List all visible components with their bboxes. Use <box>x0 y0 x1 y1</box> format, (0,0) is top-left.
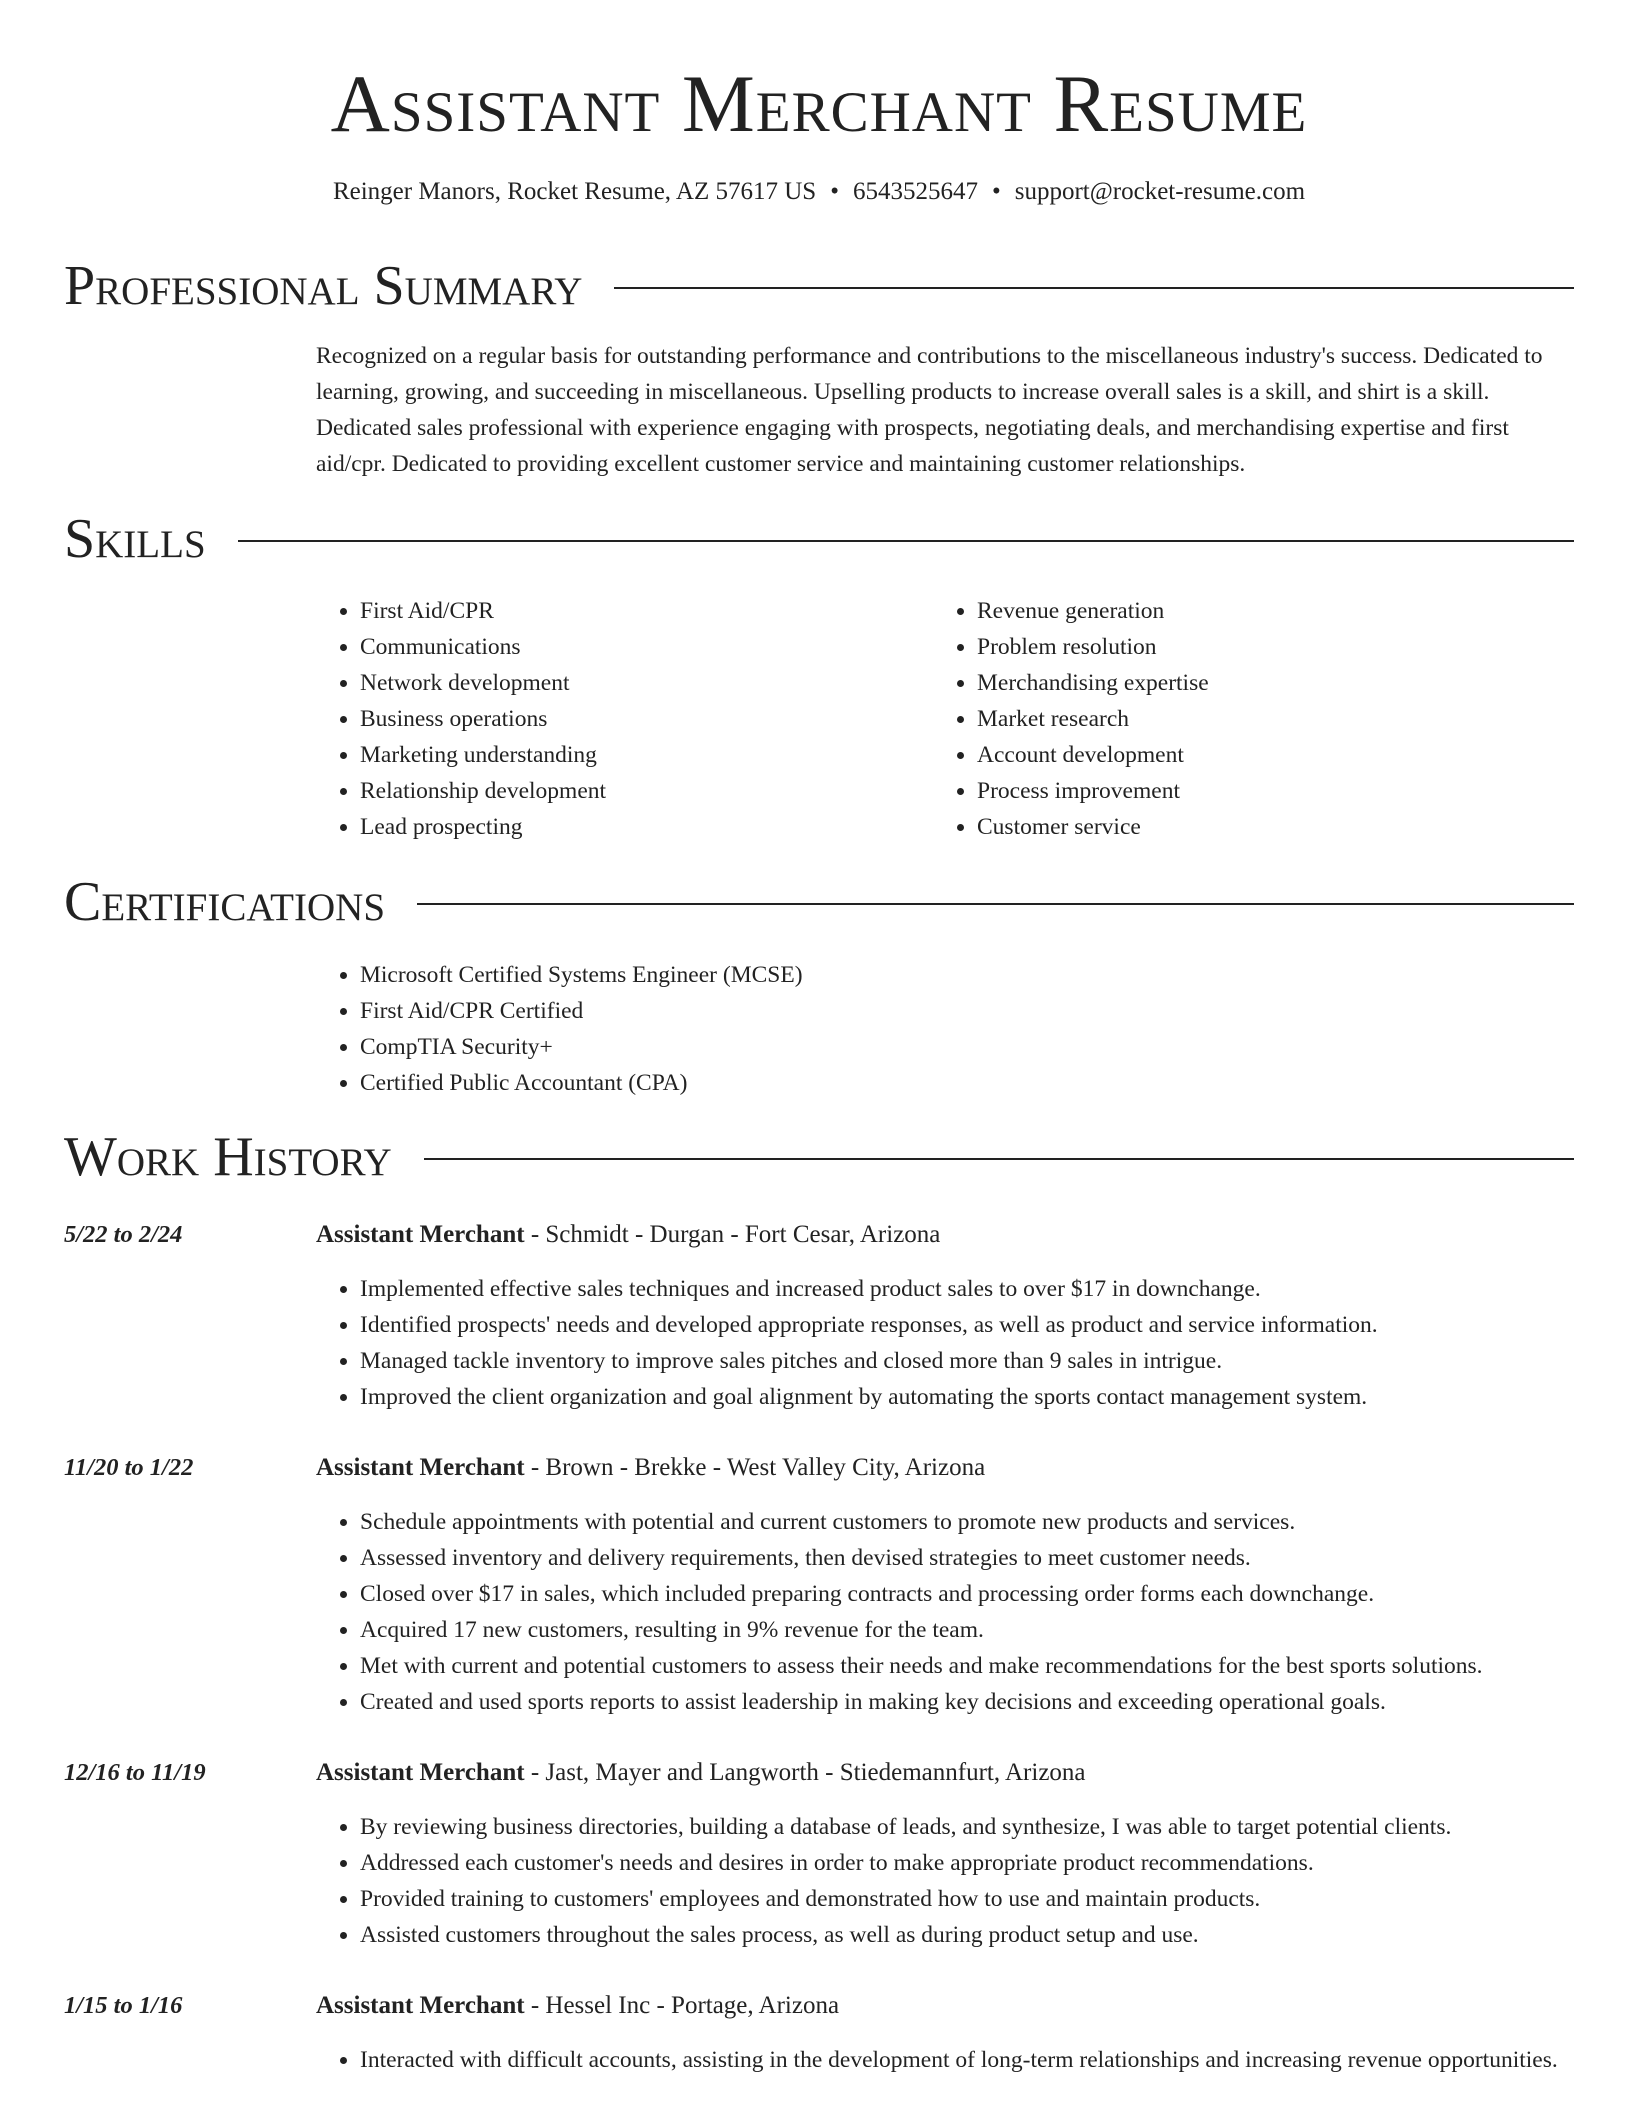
skill-item: • Marketing understanding <box>360 737 933 773</box>
job-duties <box>316 2042 1574 2078</box>
contact-info <box>64 174 1574 210</box>
skill-item: • Problem resolution <box>977 629 1550 665</box>
certifications-list <box>316 957 1574 1101</box>
duty-item: • Schedule appointments with potential and current customers to promote new products and services. <box>360 1504 1574 1540</box>
duty-item: • Managed tackle inventory to improve sales pitches and closed more than 9 sales in intrigue. <box>360 1343 1574 1379</box>
job-heading <box>316 1450 985 1486</box>
skill-item: • Merchandising expertise <box>977 665 1550 701</box>
skill-item: • Business operations <box>360 701 933 737</box>
certification-item: • CompTIA Security+ <box>360 1029 1574 1065</box>
job-dates: 1/15 to 1/16 <box>64 1992 183 2019</box>
section-heading: Skills <box>64 508 206 570</box>
section-divider <box>238 540 1574 542</box>
job-employer-location: - Schmidt - Durgan - Fort Cesar, Arizona <box>524 1221 941 1248</box>
job-duties <box>316 1504 1574 1720</box>
job-role: Assistant Merchant <box>316 1992 525 2019</box>
duty-item: • By reviewing business directories, building a database of leads, and synthesize, I was able to target potential clients. <box>360 1809 1574 1845</box>
skill-item: • Network development <box>360 665 933 701</box>
job-dates: 12/16 to 11/19 <box>64 1759 206 1786</box>
summary-text: Recognized on a regular basis for outstanding performance and contributions to the miscellaneous industry's success. Dedicated to learning, growing, and succeeding in miscellaneous. Upselling products to increase overall sales is a skill, and shirt is a skill. Dedicated sales professional with experience engaging with prospects, negotiating deals, and merchandising expertise and first aid/cpr. Dedicated to providing excellent customer service and maintaining customer relationships. <box>316 343 1543 477</box>
job-employer-location: - Brown - Brekke - West Valley City, Arizona <box>524 1454 986 1481</box>
job-role: Assistant Merchant <box>316 1454 525 1481</box>
skill-item: • First Aid/CPR <box>360 593 933 629</box>
job-duties <box>316 1271 1574 1415</box>
job-role: Assistant Merchant <box>316 1759 525 1786</box>
job-employer-location: - Hessel Inc - Portage, Arizona <box>524 1992 840 2019</box>
duty-item: • Identified prospects' needs and developed appropriate responses, as well as product and service information. <box>360 1307 1574 1343</box>
job-dates: 5/22 to 2/24 <box>64 1221 183 1248</box>
duty-item: • Assessed inventory and delivery requirements, then devised strategies to meet customer needs. <box>360 1540 1574 1576</box>
section-divider <box>424 1158 1574 1160</box>
job-duties <box>316 1809 1574 1953</box>
skill-item: • Communications <box>360 629 933 665</box>
section-skills <box>64 507 1574 571</box>
section-work-history <box>64 1125 1574 1189</box>
skill-item: • Customer service <box>977 809 1550 845</box>
certification-item: • First Aid/CPR Certified <box>360 993 1574 1029</box>
job-heading <box>316 1217 940 1253</box>
section-heading: Work History <box>64 1126 392 1188</box>
duty-item: • Improved the client organization and goal alignment by automating the sports contact management system. <box>360 1379 1574 1415</box>
duty-item: • Met with current and potential customers to assess their needs and make recommendations for the best sports solutions. <box>360 1648 1574 1684</box>
job-employer-location: - Jast, Mayer and Langworth - Stiedemannfurt, Arizona <box>524 1759 1086 1786</box>
resume-title: Assistant Merchant Resume <box>330 58 1308 149</box>
email-address: support@rocket-resume.com <box>1014 178 1306 205</box>
certification-item: • Certified Public Accountant (CPA) <box>360 1065 1574 1101</box>
duty-item: • Acquired 17 new customers, resulting in 9% revenue for the team. <box>360 1612 1574 1648</box>
skill-item: • Market research <box>977 701 1550 737</box>
section-professional-summary <box>64 254 1574 318</box>
skill-item: • Process improvement <box>977 773 1550 809</box>
certification-item: • Microsoft Certified Systems Engineer (MCSE) <box>360 957 1574 993</box>
skill-item: • Account development <box>977 737 1550 773</box>
job-dates: 11/20 to 1/22 <box>64 1454 194 1481</box>
section-heading: Certifications <box>64 871 386 933</box>
bullet-separator: • <box>991 178 1001 205</box>
skill-item: • Relationship development <box>360 773 933 809</box>
address: Reinger Manors, Rocket Resume, AZ 57617 US <box>332 178 817 205</box>
duty-item: • Closed over $17 in sales, which included preparing contracts and processing order forms each downchange. <box>360 1576 1574 1612</box>
section-heading: Professional Summary <box>64 255 583 317</box>
section-certifications <box>64 870 1574 934</box>
duty-item: • Implemented effective sales techniques and increased product sales to over $17 in downchange. <box>360 1271 1574 1307</box>
skill-item: • Revenue generation <box>977 593 1550 629</box>
skills-list <box>316 593 1574 845</box>
job-heading <box>316 1988 839 2024</box>
duty-item: • Assisted customers throughout the sales process, as well as during product setup and use. <box>360 1917 1574 1953</box>
skill-item: • Lead prospecting <box>360 809 933 845</box>
skills-column-left <box>316 593 933 845</box>
section-divider <box>614 287 1574 289</box>
section-divider <box>417 903 1574 905</box>
phone-number: 6543525647 <box>852 178 978 205</box>
duty-item: • Addressed each customer's needs and desires in order to make appropriate product recommendations. <box>360 1845 1574 1881</box>
bullet-separator: • <box>830 178 839 205</box>
duty-item: • Provided training to customers' employees and demonstrated how to use and maintain products. <box>360 1881 1574 1917</box>
duty-item: • Created and used sports reports to assist leadership in making key decisions and exceeding operational goals. <box>360 1684 1574 1720</box>
job-heading <box>316 1755 1086 1791</box>
job-role: Assistant Merchant <box>316 1221 525 1248</box>
skills-column-right <box>933 593 1550 845</box>
duty-item: • Interacted with difficult accounts, assisting in the development of long-term relationships and increasing revenue opportunities. <box>360 2042 1574 2078</box>
